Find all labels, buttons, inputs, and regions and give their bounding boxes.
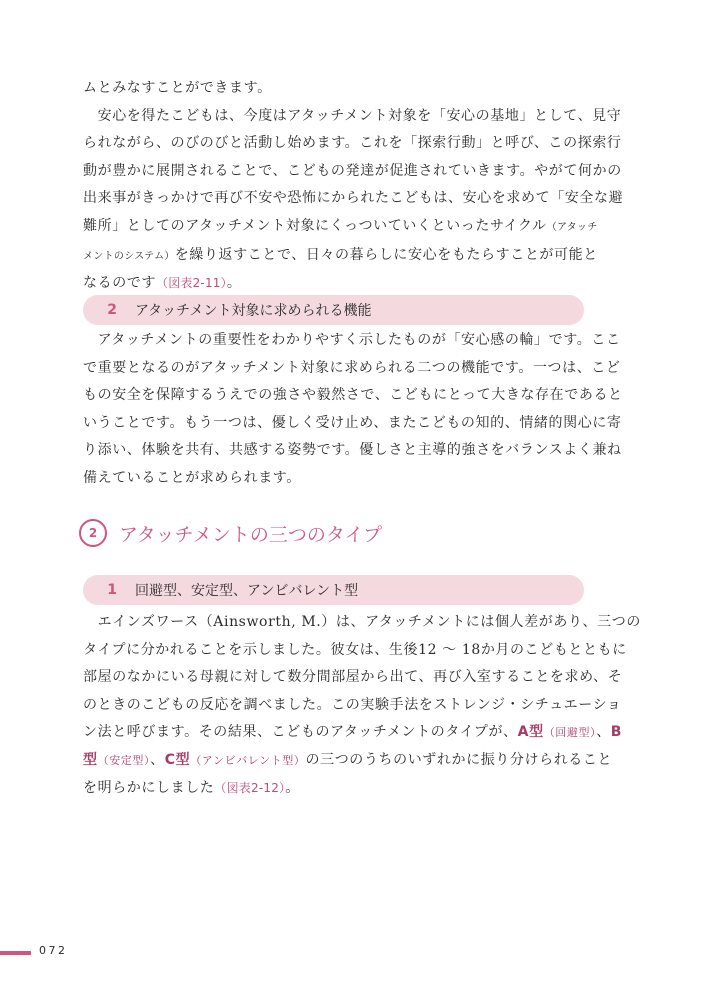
body-paragraph-1 (83, 75, 624, 298)
text-span: を繰り返すことで、日々の暮らしに安心をもたらすことが可能と (174, 246, 598, 263)
text-span: の三つのうちのいずれかに振り分けられること (305, 751, 613, 768)
text-span: 、 (596, 724, 611, 741)
body-paragraph-2 (83, 327, 623, 493)
text-line (83, 213, 603, 242)
text-line: タイプに分かれることを示しました。彼女は、生後12 ～ 18か月のこどもとともに (83, 641, 627, 658)
page-number: 072 (39, 944, 68, 957)
text-line: エインズワース（Ainsworth, M.）は、アタッチメントには個人差があり、三つの (83, 614, 641, 630)
small-note: メントのシステム） (83, 250, 175, 262)
subsection-heading (83, 295, 584, 325)
section-heading (79, 515, 382, 551)
text-line (83, 719, 623, 747)
type-b-label: B (610, 724, 623, 741)
text-line: 備えていることが求められます。 (83, 469, 301, 486)
text-line: ムとみなすことができます。 (83, 80, 272, 96)
type-c-label: C型 (164, 751, 191, 768)
small-note: （アタッチ (546, 221, 598, 233)
text-line: られながら、のびのびと活動し始めます。これを「探索行動」と呼び、この探索行 (83, 135, 622, 152)
type-b-note: （安定型） (97, 753, 151, 767)
subsection-heading (83, 575, 584, 605)
text-line: アタッチメントの重要性をわかりやすく示したものが「安心感の輪」です。ここ (83, 332, 621, 348)
text-line: のときのこどもの反応を調べました。この実験手法をストレンジ・シチュエーショ (83, 696, 622, 713)
text-line: 部屋のなかにいる母親に対して数分間部屋から出て、再び入室することを求め、そ (83, 669, 623, 686)
text-span: 。 (226, 275, 242, 292)
text-line (83, 242, 603, 271)
text-span: ン法と呼びます。その結果、こどものアタッチメントのタイプが、 (83, 724, 518, 741)
text-line: り添い、体験を共有、共感する姿勢です。優しさと主導的強さをバランスよく兼ね (83, 442, 622, 459)
text-line: いうことです。もう一つは、優しく受け止め、またこどもの知的、情緒的関心に寄 (83, 414, 622, 431)
figure-reference: （図表2-12） (214, 780, 286, 795)
type-a-note: （回避型） (543, 726, 597, 740)
text-span: を明らかにしました (83, 779, 215, 796)
text-line (83, 775, 603, 803)
text-line: で重要となるのがアタッチメント対象に求められる二つの機能です。一つは、こど (83, 359, 621, 376)
body-paragraph-3 (83, 609, 641, 802)
footer-accent-bar (0, 951, 31, 955)
text-span: 難所」としてのアタッチメント対象にくっついていくといったサイクル (83, 217, 547, 234)
section-title: アタッチメントの三つのタイプ (119, 523, 382, 546)
subsection-title: アタッチメント対象に求められる機能 (135, 303, 372, 319)
text-line (83, 747, 613, 775)
subsection-number: 1 (107, 582, 117, 598)
text-line: 動が豊かに展開されることで、こどもの発達が促進されていきます。やがて何かの (83, 162, 622, 179)
type-c-note: （アンビバレント型） (190, 753, 306, 767)
type-a-label: A型 (517, 724, 544, 741)
section-number-badge: 2 (79, 519, 107, 547)
type-b-label-cont: 型 (83, 751, 98, 768)
subsection-number: 2 (107, 302, 117, 318)
figure-reference: （図表2-11） (156, 276, 227, 291)
text-line (83, 270, 603, 298)
text-span: 。 (285, 779, 300, 796)
text-span: なるのです (83, 275, 156, 292)
text-line: 出来事がきっかけで再び不安や恐怖にかられたこどもは、安心を求めて「安全な避 (83, 190, 624, 207)
text-span: 、 (150, 751, 165, 768)
subsection-title: 回避型、安定型、アンビバレント型 (135, 583, 359, 599)
text-line: もの安全を保障するうえでの強さや毅然さで、こどもにとって大きな存在であると (83, 387, 623, 404)
text-line: 安心を得たこどもは、今度はアタッチメント対象を「安心の基地」として、見守 (83, 107, 622, 124)
